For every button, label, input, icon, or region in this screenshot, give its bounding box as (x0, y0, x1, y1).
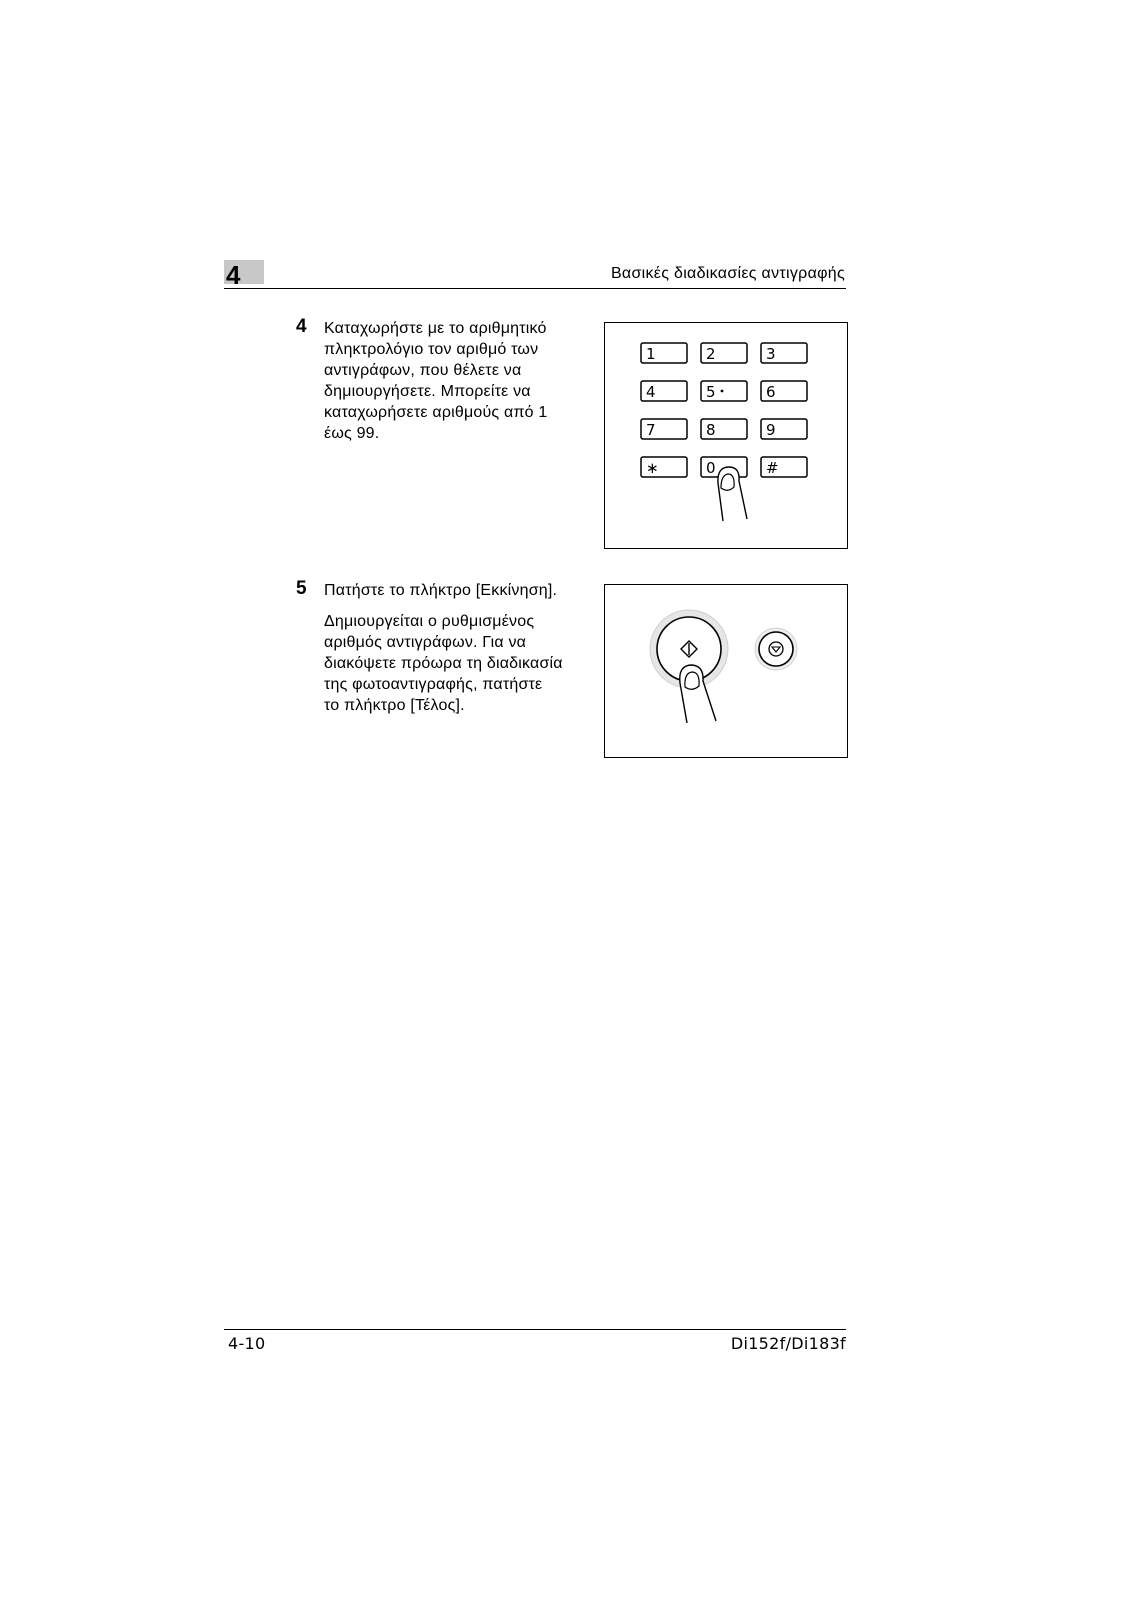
keypad-key-label: 5 (706, 383, 716, 401)
keypad-key-3[interactable] (761, 343, 807, 363)
footer-divider (224, 1329, 846, 1330)
step-5-note-line: το πλήκτρο [Τέλος]. (324, 697, 465, 714)
step-5-note-line: διακόψετε πρόωρα τη διαδικασία (324, 655, 563, 672)
keypad-key-label: 3 (766, 345, 776, 363)
stop-key[interactable] (755, 628, 797, 670)
keypad-key-label: 6 (766, 383, 776, 401)
step-5-note-line: της φωτοαντιγραφής, πατήστε (324, 676, 543, 693)
step-4-number: 4 (296, 316, 307, 337)
keypad-illustration (605, 323, 847, 548)
keypad-key-label: # (766, 459, 779, 477)
keypad-key-label: 1 (646, 345, 656, 363)
keypad-key-9[interactable] (761, 419, 807, 439)
step-4-line: αντιγράφων, που θέλετε να (324, 362, 522, 379)
keypad-key-label: 2 (706, 345, 716, 363)
keypad-key-7[interactable] (641, 419, 687, 439)
header-divider (224, 288, 846, 289)
step-5-number: 5 (296, 578, 307, 599)
step-5-instruction: Πατήστε το πλήκτρο [Εκκίνηση]. (324, 582, 558, 599)
start-button-figure (604, 584, 848, 758)
page-number: 4-10 (228, 1334, 266, 1353)
finger-icon (718, 467, 747, 521)
step-4-line: πληκτρολόγιο τον αριθμό των (324, 341, 539, 358)
step-4-text (324, 318, 602, 444)
model-name: Di152f/Di183f (730, 1334, 846, 1353)
keypad-figure (604, 322, 848, 549)
step-5-note (324, 611, 602, 716)
step-4-line: έως 99. (324, 425, 380, 442)
keypad-key-label: 9 (766, 421, 776, 439)
step-5-note-line: αριθμός αντιγράφων. Για να (324, 634, 527, 651)
keypad-key-label: 4 (646, 383, 656, 401)
step-4-line: Καταχωρήστε με το αριθμητικό (324, 320, 547, 337)
keypad-key-6[interactable] (761, 381, 807, 401)
keypad-key-label: 0 (706, 459, 716, 477)
keypad-key-2[interactable] (701, 343, 747, 363)
step-5-note-line: Δημιουργείται ο ρυθμισμένος (324, 613, 535, 630)
keypad-key-1[interactable] (641, 343, 687, 363)
keypad-key-hash[interactable] (761, 457, 807, 477)
page-header-title: Βασικές διαδικασίες αντιγραφής (610, 265, 845, 282)
keypad-key-star[interactable] (641, 457, 687, 477)
keypad-key-5[interactable] (701, 381, 747, 401)
keypad-key-label: 8 (706, 421, 716, 439)
step-4-line: δημιουργήσετε. Μπορείτε να (324, 383, 531, 400)
keypad-key-label: ∗ (646, 459, 659, 477)
keypad-key-4[interactable] (641, 381, 687, 401)
chapter-number: 4 (226, 260, 241, 290)
keypad-key-8[interactable] (701, 419, 747, 439)
key-5-dot-icon (721, 390, 724, 393)
keypad-key-label: 7 (646, 421, 656, 439)
step-4-line: καταχωρήσετε αριθμούς από 1 (324, 404, 548, 421)
start-button-illustration (605, 585, 847, 757)
